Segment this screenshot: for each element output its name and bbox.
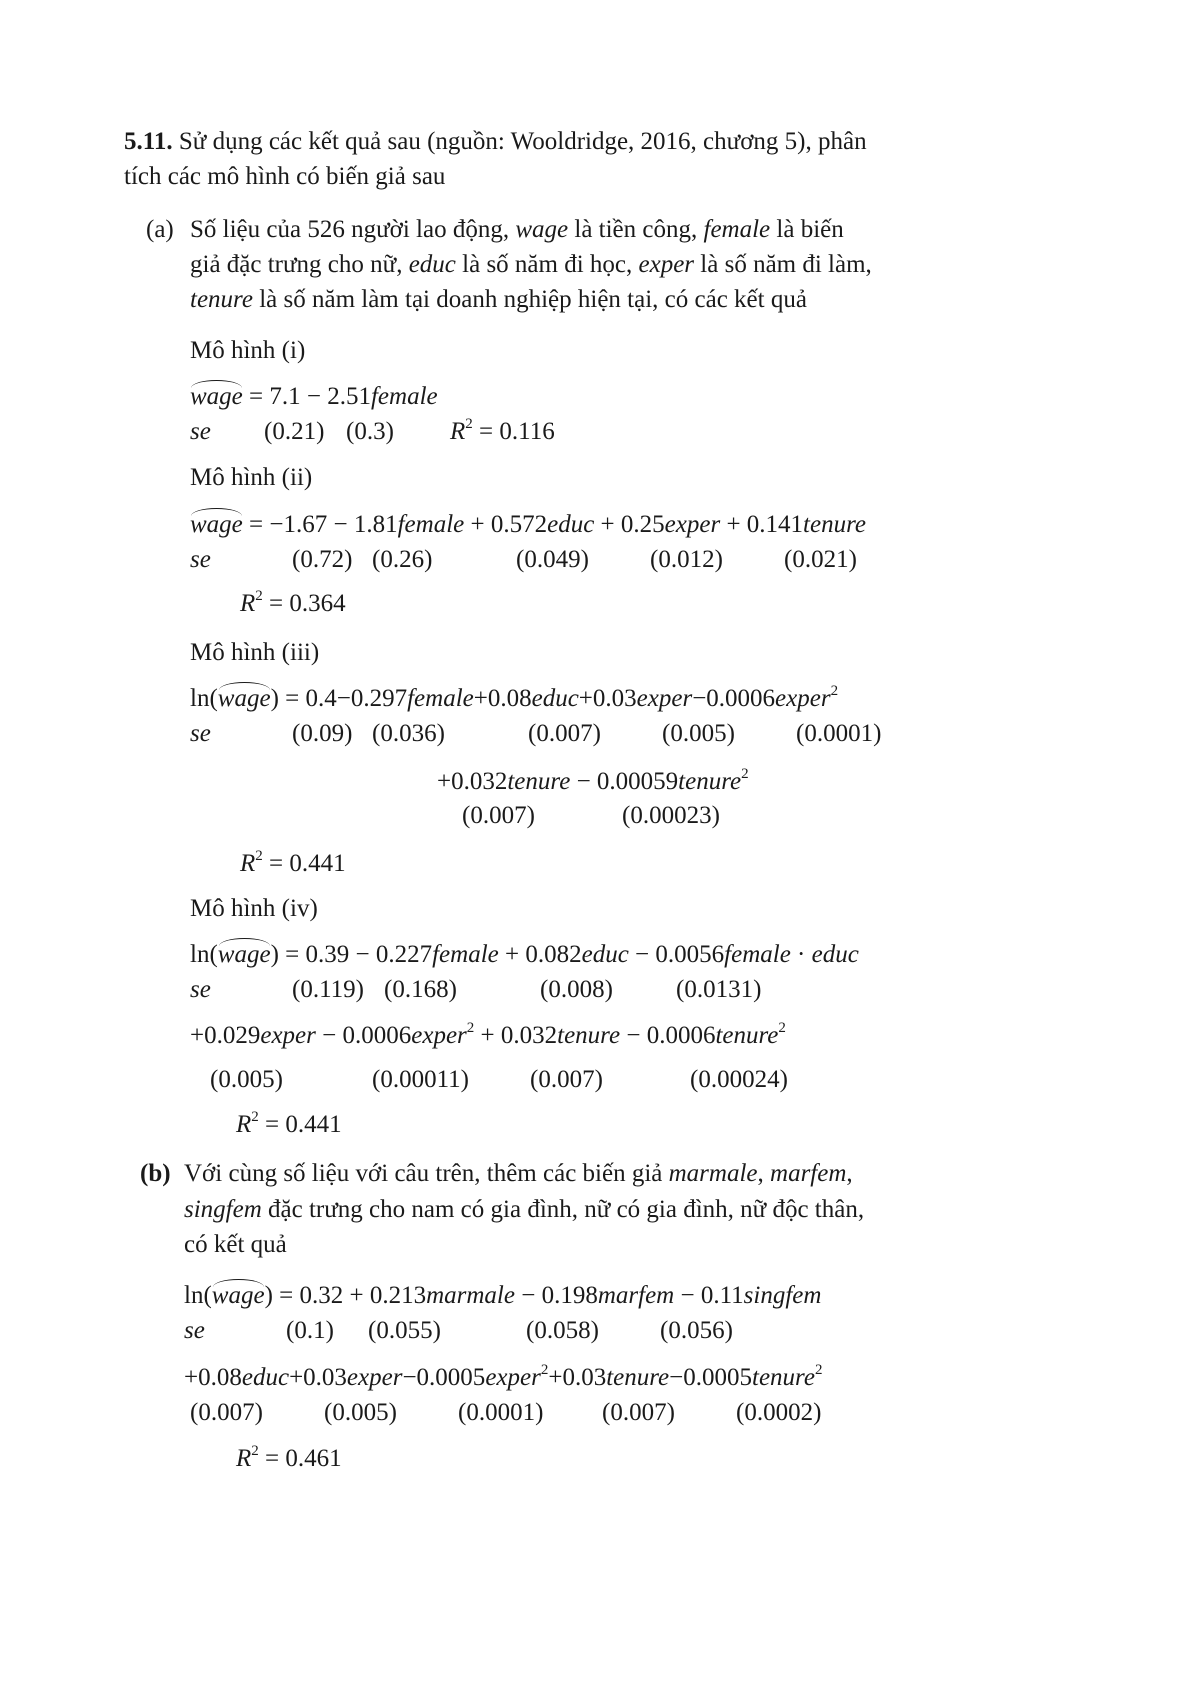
superscript: 2 — [251, 1109, 259, 1125]
se-value: (0.007) — [530, 1066, 603, 1093]
se-value: (0.012) — [650, 546, 723, 573]
text-span: là số năm làm tại doanh nghiệp hiện tại, có các kết quả — [252, 286, 807, 313]
text-span: là số năm đi học, — [455, 251, 639, 278]
r-symbol: R — [236, 1111, 252, 1138]
se-value: (0.007) — [602, 1399, 675, 1426]
se-value: (0.005) — [662, 720, 735, 747]
part-b-line1 — [184, 1161, 853, 1186]
superscript: 2 — [255, 848, 263, 864]
eq-html: = −1.67 − 1.81female + 0.572educ + 0.25exper + 0.141tenure — [249, 511, 866, 538]
wage-hat: wage — [190, 511, 243, 538]
se-label: se — [190, 546, 211, 573]
se-value: (0.09) — [292, 720, 353, 747]
se-value: (0.72) — [292, 546, 353, 573]
text-span: Với cùng số liệu với câu trên, thêm các biến giả — [184, 1160, 669, 1187]
se-value: (0.0001) — [796, 720, 882, 747]
r-squared — [236, 1443, 342, 1472]
model-b-equation-line2: +0.08educ+0.03exper−0.0005exper$^2$+0.03tenure−0.0005tenure$^2$ — [184, 1362, 823, 1391]
text-span: giả đặc trưng cho nữ, — [190, 251, 409, 278]
var-female: female — [703, 216, 771, 243]
se-value: (0.0131) — [676, 976, 762, 1003]
var-exper: exper — [638, 251, 695, 278]
text-span: là tiền công, — [568, 216, 704, 243]
part-a-line1 — [190, 217, 844, 242]
se-value: (0.00024) — [690, 1066, 788, 1093]
wage-hat: wage — [217, 941, 271, 968]
r-symbol: R — [240, 850, 256, 877]
var-female: female — [370, 383, 438, 410]
se-value: (0.3) — [346, 418, 394, 445]
model-iii-title: Mô hình (iii) — [190, 639, 320, 666]
wage-hat: wage — [217, 685, 271, 712]
model-iii-equation-line2: +0.032tenure − 0.00059tenure$^2$ — [437, 766, 749, 795]
text-span: Số liệu của 526 người lao động, — [190, 216, 516, 243]
se-value: (0.005) — [210, 1066, 283, 1093]
se-value: (0.168) — [384, 976, 457, 1003]
model-ii-equation — [190, 512, 866, 537]
se-value: (0.1) — [286, 1317, 334, 1344]
r-squared — [240, 848, 346, 877]
model-iv-equation: ln(wage) = 0.39 − 0.227female + 0.082educ − 0.0056female · educ — [190, 941, 859, 968]
problem-intro-line2: tích các mô hình có biến giả sau — [124, 163, 446, 190]
se-value: (0.058) — [526, 1317, 599, 1344]
se-value: (0.00011) — [372, 1066, 469, 1093]
text-span: , — [846, 1160, 853, 1187]
ln-symbol: ln — [184, 1282, 204, 1309]
r-squared — [450, 416, 555, 445]
eq-html: = 0.32 + 0.213marmale − 0.198marfem − 0.11singfem — [279, 1282, 822, 1309]
text-span: , — [757, 1160, 771, 1187]
r2-value: = 0.441 — [265, 1111, 342, 1138]
part-a-label: (a) — [146, 216, 174, 243]
r-symbol: R — [450, 418, 466, 445]
r-squared — [240, 588, 346, 617]
problem-intro-text: Sử dụng các kết quả sau (nguồn: Wooldridge, 2016, chương 5), phân — [178, 128, 867, 155]
se-value: (0.007) — [462, 802, 535, 829]
se-value: (0.0002) — [736, 1399, 822, 1426]
text-span: đặc trưng cho nam có gia đình, nữ có gia đình, nữ độc thân, — [261, 1196, 865, 1223]
ln-symbol: ln — [190, 685, 210, 712]
superscript: 2 — [251, 1443, 259, 1459]
model-b-equation: ln(wage) = 0.32 + 0.213marmale − 0.198marfem − 0.11singfem — [184, 1282, 822, 1309]
part-b-line2 — [184, 1197, 864, 1222]
eq-html: = 0.39 − 0.227female + 0.082educ − 0.0056female · educ — [285, 941, 859, 968]
se-label: se — [190, 418, 211, 445]
text-span: là số năm đi làm, — [694, 251, 872, 278]
se-label: se — [190, 720, 211, 747]
wage-hat: wage — [190, 383, 243, 410]
r2-value: = 0.364 — [269, 590, 346, 617]
r2-value: = 0.461 — [265, 1445, 342, 1472]
var-educ: educ — [408, 251, 456, 278]
superscript: 2 — [465, 416, 473, 432]
superscript: 2 — [255, 588, 263, 604]
se-value: (0.119) — [292, 976, 364, 1003]
var-wage: wage — [515, 216, 569, 243]
se-value: (0.007) — [190, 1399, 263, 1426]
se-value: (0.008) — [540, 976, 613, 1003]
var-singfem: singfem — [184, 1196, 262, 1223]
var-marfem: marfem — [770, 1160, 847, 1187]
problem-intro-line1 — [124, 129, 867, 154]
model-iv-title: Mô hình (iv) — [190, 895, 318, 922]
se-value: (0.26) — [372, 546, 433, 573]
r2-value: = 0.441 — [269, 850, 346, 877]
wage-hat: wage — [211, 1282, 265, 1309]
var-tenure: tenure — [190, 286, 253, 313]
se-value: (0.005) — [324, 1399, 397, 1426]
eq-text: = 7.1 − 2.51 — [249, 383, 371, 410]
se-value: (0.049) — [516, 546, 589, 573]
r-squared — [236, 1109, 342, 1138]
part-a-line2 — [190, 252, 872, 277]
model-iii-equation: ln(wage) = 0.4−0.297female+0.08educ+0.03exper−0.0006exper$^2$ — [190, 683, 839, 712]
eq-html: = 0.4−0.297female+0.08educ+0.03exper−0.0006exper$^2$ — [285, 683, 839, 712]
r-symbol: R — [236, 1445, 252, 1472]
se-value: (0.21) — [264, 418, 325, 445]
model-iv-equation-line2: +0.029exper − 0.0006exper$^2$ + 0.032tenure − 0.0006tenure$^2$ — [190, 1020, 786, 1049]
r-symbol: R — [240, 590, 256, 617]
part-b-line3: có kết quả — [184, 1231, 287, 1258]
se-label: se — [190, 976, 211, 1003]
part-b-label: (b) — [140, 1160, 171, 1187]
ln-symbol: ln — [190, 941, 210, 968]
var-marmale: marmale — [668, 1160, 758, 1187]
se-value: (0.036) — [372, 720, 445, 747]
part-a-line3 — [190, 287, 807, 312]
r2-value: = 0.116 — [479, 418, 555, 445]
model-i-title: Mô hình (i) — [190, 337, 306, 364]
se-value: (0.00023) — [622, 802, 720, 829]
se-value: (0.007) — [528, 720, 601, 747]
se-value: (0.0001) — [458, 1399, 544, 1426]
se-value: (0.055) — [368, 1317, 441, 1344]
text-span: là biến — [770, 216, 844, 243]
se-value: (0.021) — [784, 546, 857, 573]
se-value: (0.056) — [660, 1317, 733, 1344]
se-label: se — [184, 1317, 205, 1344]
model-ii-title: Mô hình (ii) — [190, 464, 313, 491]
problem-number: 5.11. — [124, 128, 173, 155]
model-i-equation — [190, 384, 438, 409]
